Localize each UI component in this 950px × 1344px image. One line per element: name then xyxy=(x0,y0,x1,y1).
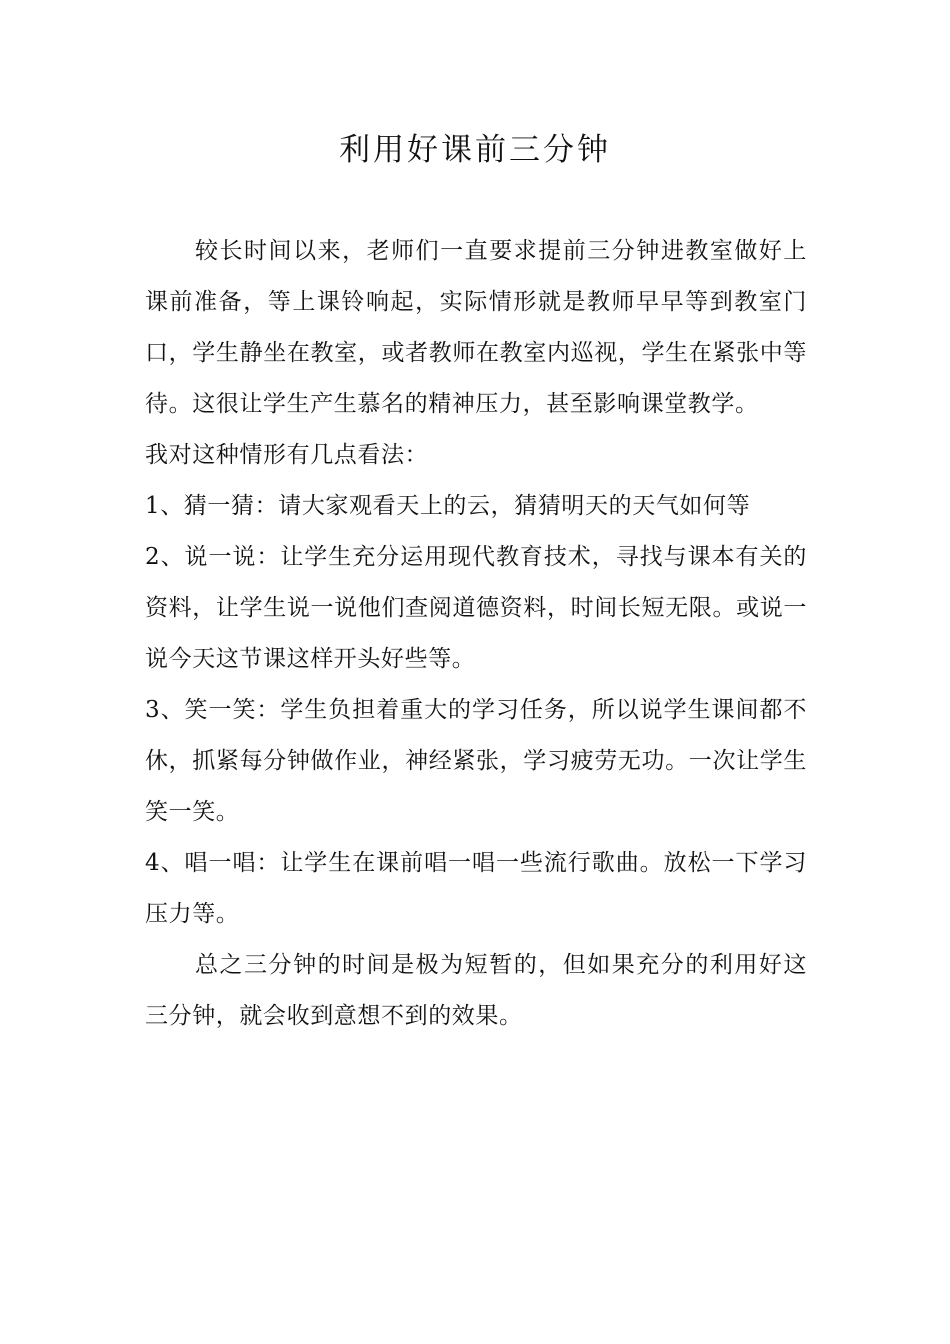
list-item-speak: 2、说一说：让学生充分运用现代教育技术，寻找与课本有关的资料，让学生说一说他们查阅道德资料，时间长短无限。或说一说今天这节课这样开头好些等。 xyxy=(145,544,807,672)
conclusion-paragraph: 总之三分钟的时间是极为短暂的，但如果充分的利用好这三分钟，就会收到意想不到的效果。 xyxy=(145,952,807,1029)
list-item-guess: 1、猜一猜：请大家观看天上的云，猜猜明天的天气如何等 xyxy=(145,493,751,519)
document-body xyxy=(145,226,807,1042)
list-item-laugh: 3、笑一笑：学生负担着重大的学习任务，所以说学生课间都不休，抓紧每分钟做作业，神经紧张，学习疲劳无功。一次让学生笑一笑。 xyxy=(145,697,807,825)
list-item-sing: 4、唱一唱：让学生在课前唱一唱一些流行歌曲。放松一下学习压力等。 xyxy=(145,850,807,927)
opinion-heading: 我对这种情形有几点看法： xyxy=(145,442,429,468)
intro-paragraph: 较长时间以来，老师们一直要求提前三分钟进教室做好上课前准备，等上课铃响起，实际情形就是教师早早等到教室门口，学生静坐在教室，或者教师在教室内巡视，学生在紧张中等待。这很让学生产生慕名的精神压力，甚至影响课堂教学。 xyxy=(145,238,807,417)
document-title: 利用好课前三分钟 xyxy=(339,132,611,168)
